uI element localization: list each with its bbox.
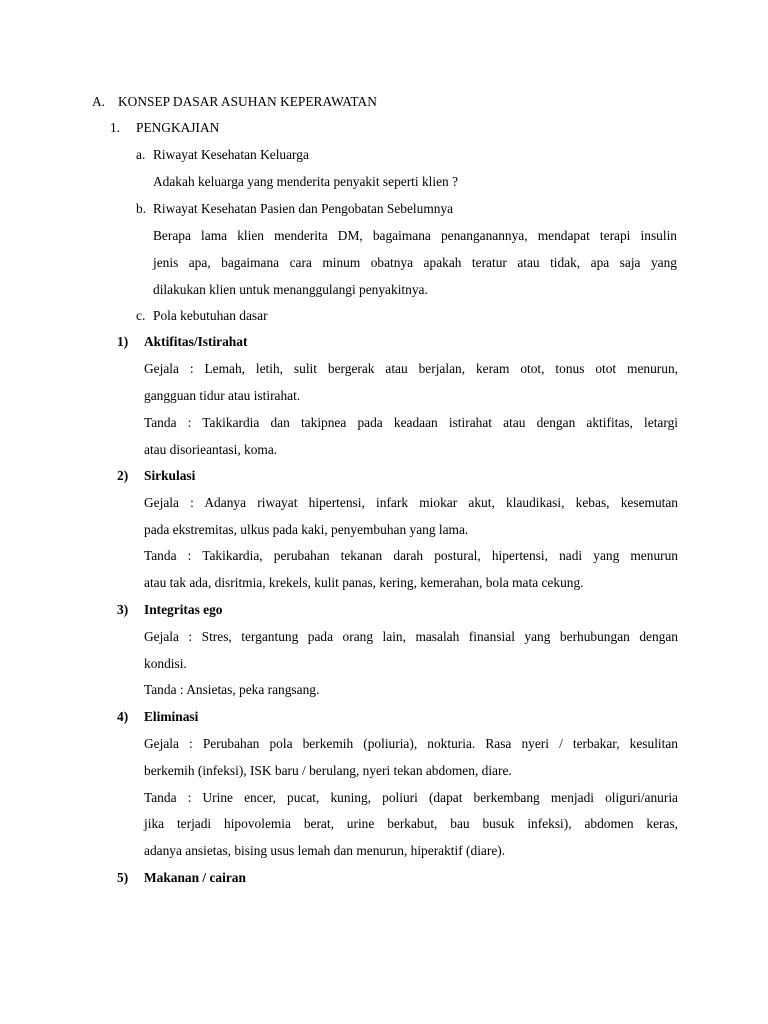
subsection-title: PENGKAJIAN	[136, 120, 220, 135]
need-title: Integritas ego	[144, 602, 223, 617]
item-text-line: dilakukan klien untuk menanggulangi penyakitnya.	[153, 282, 428, 297]
need-text-line: Tanda : Ansietas, peka rangsang.	[144, 682, 320, 697]
need-text-line: jika terjadi hipovolemia berat, urine berkabut, bau busuk infeksi), abdomen keras,	[144, 816, 678, 831]
need-text-line: Gejala : Adanya riwayat hipertensi, infark miokar akut, klaudikasi, kebas, kesemutan	[144, 495, 678, 510]
subsection-marker: 1.	[110, 120, 121, 135]
need-text-line: Gejala : Perubahan pola berkemih (poliuria), nokturia. Rasa nyeri / terbakar, kesulitan	[144, 736, 678, 751]
need-text-line: Tanda : Takikardia dan takipnea pada keadaan istirahat atau dengan aktifitas, letargi	[144, 415, 678, 430]
need-text-line: berkemih (infeksi), ISK baru / berulang, nyeri tekan abdomen, diare.	[144, 763, 512, 778]
item-text-line: Berapa lama klien menderita DM, bagaimana penanganannya, mendapat terapi insulin	[153, 228, 677, 243]
need-marker: 1)	[117, 334, 129, 349]
need-text-line: Tanda : Urine encer, pucat, kuning, poliuri (dapat berkembang menjadi oliguri/anuria	[144, 790, 678, 805]
item-title: Pola kebutuhan dasar	[153, 308, 268, 323]
item-text-line: Adakah keluarga yang menderita penyakit seperti klien ?	[153, 174, 459, 189]
need-text-line: adanya ansietas, bising usus lemah dan menurun, hiperaktif (diare).	[144, 843, 506, 858]
need-marker: 4)	[117, 709, 129, 724]
need-title: Aktifitas/Istirahat	[144, 334, 248, 349]
item-title: Riwayat Kesehatan Pasien dan Pengobatan Sebelumnya	[153, 201, 454, 216]
need-title: Sirkulasi	[144, 468, 196, 483]
need-title: Makanan / cairan	[144, 870, 246, 885]
need-text-line: Tanda : Takikardia, perubahan tekanan darah postural, hipertensi, nadi yang menurun	[144, 548, 678, 563]
need-marker: 5)	[117, 870, 129, 885]
need-text-line: atau disorieantasi, koma.	[144, 442, 278, 457]
need-text-line: atau tak ada, disritmia, krekels, kulit panas, kering, kemerahan, bola mata cekung.	[144, 575, 584, 590]
need-text-line: Gejala : Stres, tergantung pada orang lain, masalah finansial yang berhubungan dengan	[144, 629, 678, 644]
item-marker: c.	[136, 308, 146, 323]
need-text-line: kondisi.	[144, 656, 187, 671]
need-text-line: pada ekstremitas, ulkus pada kaki, penyembuhan yang lama.	[144, 522, 469, 537]
item-marker: a.	[136, 147, 146, 162]
item-text-line: jenis apa, bagaimana cara minum obatnya apakah teratur atau tidak, apa saja yang	[153, 255, 677, 270]
need-marker: 3)	[117, 602, 129, 617]
need-marker: 2)	[117, 468, 129, 483]
section-title: KONSEP DASAR ASUHAN KEPERAWATAN	[118, 94, 377, 109]
need-text-line: gangguan tidur atau istirahat.	[144, 388, 301, 403]
need-title: Eliminasi	[144, 709, 199, 724]
section-marker: A.	[92, 94, 106, 109]
need-text-line: Gejala : Lemah, letih, sulit bergerak atau berjalan, keram otot, tonus otot menurun,	[144, 361, 678, 376]
item-title: Riwayat Kesehatan Keluarga	[153, 147, 309, 162]
item-marker: b.	[136, 201, 147, 216]
